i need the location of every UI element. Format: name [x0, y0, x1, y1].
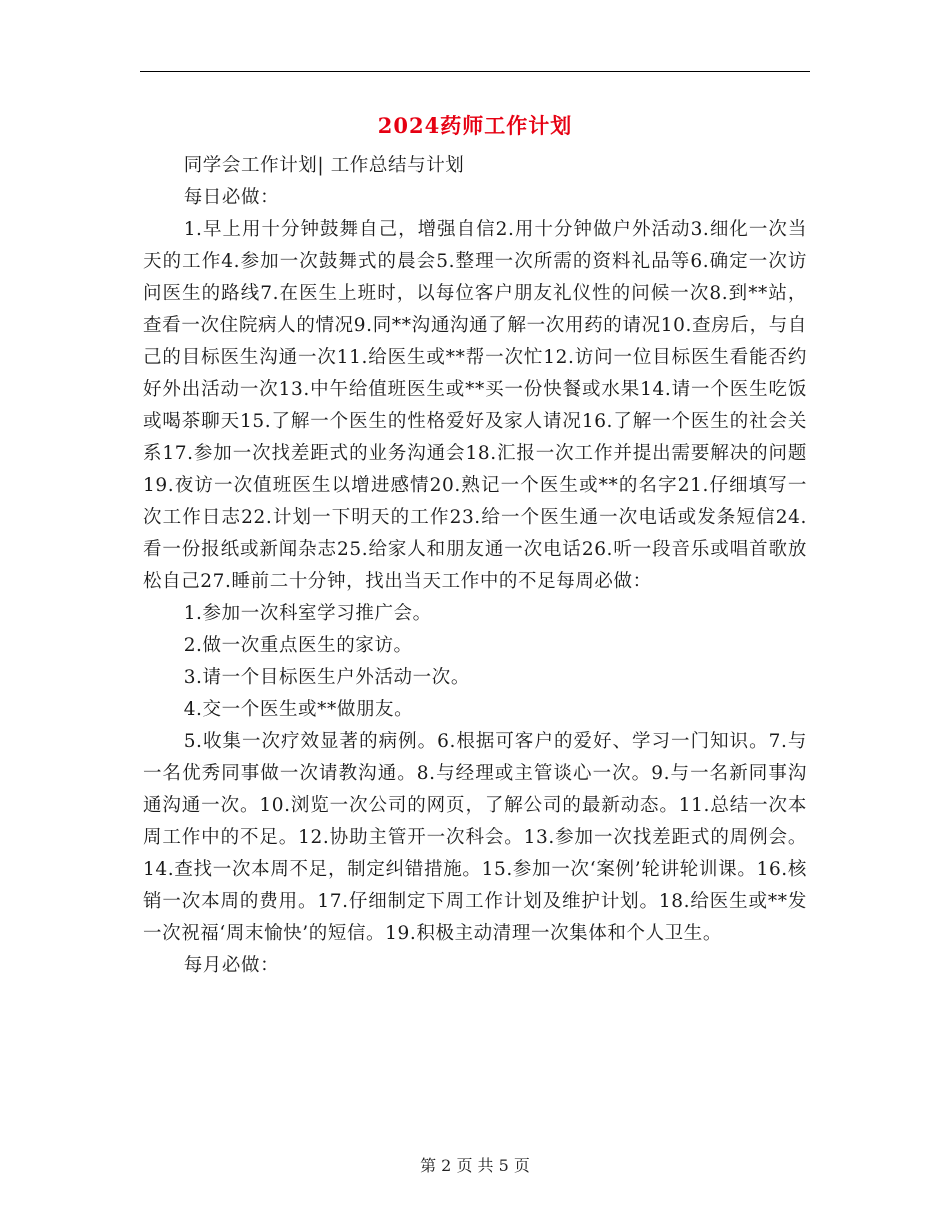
page-number-footer: 第 2 页 共 5 页 — [420, 1156, 530, 1175]
daily-heading: 每日必做： — [183, 187, 280, 208]
weekly-item: 3.请一个目标医生户外活动一次。 — [183, 667, 470, 688]
weekly-item: 2.做一次重点医生的家访。 — [183, 635, 413, 656]
subtitle-line: 同学会工作计划| 工作总结与计划 — [183, 155, 465, 176]
monthly-heading: 每月必做： — [183, 955, 280, 976]
weekly-paragraph: 5.收集一次疗效显著的病例。6.根据可客户的爱好、学习一门知识。7.与一名优秀同事做一次请教沟通。8.与经理或主管谈心一次。9.与一名新同事沟通沟通一次。10.浏览一次公司的网页，了解公司的最新动态。11.总结一次本周工作中的不足。12.协助主管开一次科会。13.参加一次找差距式的周例会。14.查找一次本周不足，制定纠错措施。15.参加一次‘案例’轮讲轮训课。16.核销一次本周的费用。17.仔细制定下周工作计划及维护计划。18.给医生或**发一次祝福‘周末愉快’的短信。19.积极主动清理一次集体和个人卫生。 — [143, 731, 807, 944]
weekly-item: 4.交一个医生或**做朋友。 — [183, 699, 414, 720]
document-body — [143, 150, 807, 982]
daily-paragraph: 1.早上用十分钟鼓舞自己，增强自信2.用十分钟做户外活动3.细化一次当天的工作4.参加一次鼓舞式的晨会5.整理一次所需的资料礼品等6.确定一次访问医生的路线7.在医生上班时，以每位客户朋友礼仪性的问候一次8.到**站，查看一次住院病人的情况9.同**沟通沟通了解一次用药的请况10.查房后，与自己的目标医生沟通一次11.给医生或**帮一次忙12.访问一位目标医生看能否约好外出活动一次13.中午给值班医生或**买一份快餐或水果14.请一个医生吃饭或喝茶聊天15.了解一个医生的性格爱好及家人请况16.了解一个医生的社会关系17.参加一次找差距式的业务沟通会18.汇报一次工作并提出需要解决的问题19.夜访一次值班医生以增进感情20.熟记一个医生或**的名字21.仔细填写一次工作日志22.计划一下明天的工作23.给一个医生通一次电话或发条短信24.看一份报纸或新闻杂志25.给家人和朋友通一次电话26.听一段音乐或唱首歌放松自己27.睡前二十分钟，找出当天工作中的不足每周必做： — [143, 219, 807, 592]
weekly-item: 1.参加一次科室学习推广会。 — [183, 603, 432, 624]
document-title: 2024药师工作计划 — [377, 113, 573, 138]
header-rule — [140, 71, 810, 72]
